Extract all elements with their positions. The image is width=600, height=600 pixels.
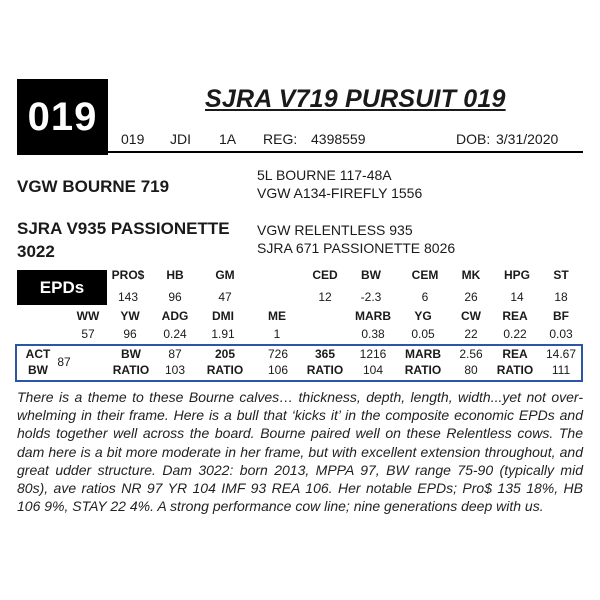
sire-name: VGW BOURNE 719	[17, 177, 170, 196]
epd-header-ced: CED	[312, 268, 338, 282]
yw-ratio-label: RATIO	[306, 363, 344, 377]
epd-header-mk: MK	[461, 268, 481, 282]
epd-header-st: ST	[553, 268, 569, 282]
animal-name: SJRA V719 PURSUIT 019	[205, 85, 506, 113]
epd-header-adg: ADG	[161, 309, 189, 323]
epd-header-gm: GM	[215, 268, 235, 282]
epd-header-hpg: HPG	[503, 268, 530, 282]
id-code: 1A	[219, 131, 237, 147]
epd-value-adg: 0.24	[163, 327, 187, 341]
owner-code: JDI	[170, 131, 191, 147]
epd-value-hpg: 14	[510, 290, 524, 304]
epd-value-pro: 143	[117, 290, 139, 304]
act-bw-value: 87	[57, 355, 71, 369]
epd-value-rea: 0.22	[503, 327, 527, 341]
bw-ratio-label-top: BW	[121, 347, 141, 361]
act-bw-label: BW	[28, 363, 48, 377]
epd-header-bw: BW	[361, 268, 381, 282]
tattoo: 019	[121, 131, 145, 147]
bw-ratio-label-bottom: RATIO	[112, 363, 150, 377]
epd-value-gm: 47	[218, 290, 232, 304]
epd-value-mk: 26	[464, 290, 478, 304]
epd-value-cem: 6	[421, 290, 429, 304]
epd-header-yg: YG	[414, 309, 432, 323]
marb-ratio-label: RATIO	[404, 363, 442, 377]
epd-header-me: ME	[268, 309, 286, 323]
epd-value-cw: 22	[464, 327, 478, 341]
dob: 3/31/2020	[496, 131, 559, 147]
ww-value: 726	[267, 347, 289, 361]
sire-pedigree	[257, 166, 422, 202]
epd-label: EPDs	[17, 270, 107, 305]
epd-value-yg: 0.05	[411, 327, 435, 341]
epd-value-ced: 12	[318, 290, 332, 304]
reg-number: 4398559	[311, 131, 366, 147]
dob-label: DOB:	[456, 131, 491, 147]
rea-label: REA	[502, 347, 528, 361]
epd-value-marb: 0.38	[361, 327, 385, 341]
bw-ratio: 103	[164, 363, 186, 377]
epd-value-yw: 96	[123, 327, 137, 341]
epd-value-st: 18	[554, 290, 568, 304]
ww-ratio: 106	[267, 363, 289, 377]
reg-label: REG:	[263, 131, 298, 147]
epd-header-cw: CW	[461, 309, 481, 323]
act-label: ACT	[25, 347, 51, 361]
lot-number: 019	[17, 79, 108, 155]
epd-value-dmi: 1.91	[211, 327, 235, 341]
marb-label: MARB	[405, 347, 441, 361]
yw-ratio: 104	[362, 363, 384, 377]
epd-value-bf: 0.03	[549, 327, 573, 341]
rea-ratio-label: RATIO	[496, 363, 534, 377]
marb-ratio: 80	[464, 363, 478, 377]
epd-header-rea: REA	[502, 309, 528, 323]
epd-header-yw: YW	[120, 309, 140, 323]
epd-header-marb: MARB	[355, 309, 391, 323]
header-rule	[108, 151, 583, 153]
dam-pedigree	[257, 221, 455, 257]
epd-value-me: 1	[273, 327, 281, 341]
sire-dam: VGW A134-FIREFLY 1556	[257, 185, 423, 201]
ww-ratio-label: RATIO	[206, 363, 244, 377]
marb-value: 2.56	[459, 347, 483, 361]
rea-value: 14.67	[545, 347, 577, 361]
ww-actual: 205	[214, 347, 236, 361]
rea-ratio: 111	[551, 363, 571, 377]
dam-sire: VGW RELENTLESS 935	[257, 222, 413, 238]
dam-name: SJRA V935 PASSIONETTE 3022	[17, 219, 230, 261]
bw-value: 87	[168, 347, 182, 361]
dam-dam: SJRA 671 PASSIONETTE 8026	[257, 240, 456, 256]
description: There is a theme to these Bourne calves… thickness, depth, length, width...yet not over-whelming in their frame. Here is a bull that ‘kicks it’ in the composite economic EPDs and holds together well across the board. Bourne paired well on these Relentless cows. The dam here is a bit more moderate in her frame, but with excellent extension throughout, and great udder structure. Dam 3022: born 2013, MPPA 97, BW range 75-90 (typically mid 80s), ave ratios NR 97 YR 104 IMF 93 REA 106. Her notable EPDs; Pro$ 135 18%, HB 106 9%, STAY 22 4%. A strong performance cow line; nine generations deep with us.	[17, 389, 583, 515]
epd-value-hb: 96	[168, 290, 182, 304]
sire-sire: 5L BOURNE 117-48A	[257, 167, 392, 183]
yw-value: 1216	[359, 347, 387, 361]
epd-value-bw: -2.3	[360, 290, 382, 304]
epd-header-cem: CEM	[411, 268, 439, 282]
epd-header-bf: BF	[553, 309, 569, 323]
epd-value-ww: 57	[81, 327, 95, 341]
epd-header-pro: PRO$	[111, 268, 145, 282]
epd-header-ww: WW	[76, 309, 100, 323]
yw-actual: 365	[314, 347, 336, 361]
epd-header-dmi: DMI	[212, 309, 234, 323]
epd-header-hb: HB	[166, 268, 184, 282]
